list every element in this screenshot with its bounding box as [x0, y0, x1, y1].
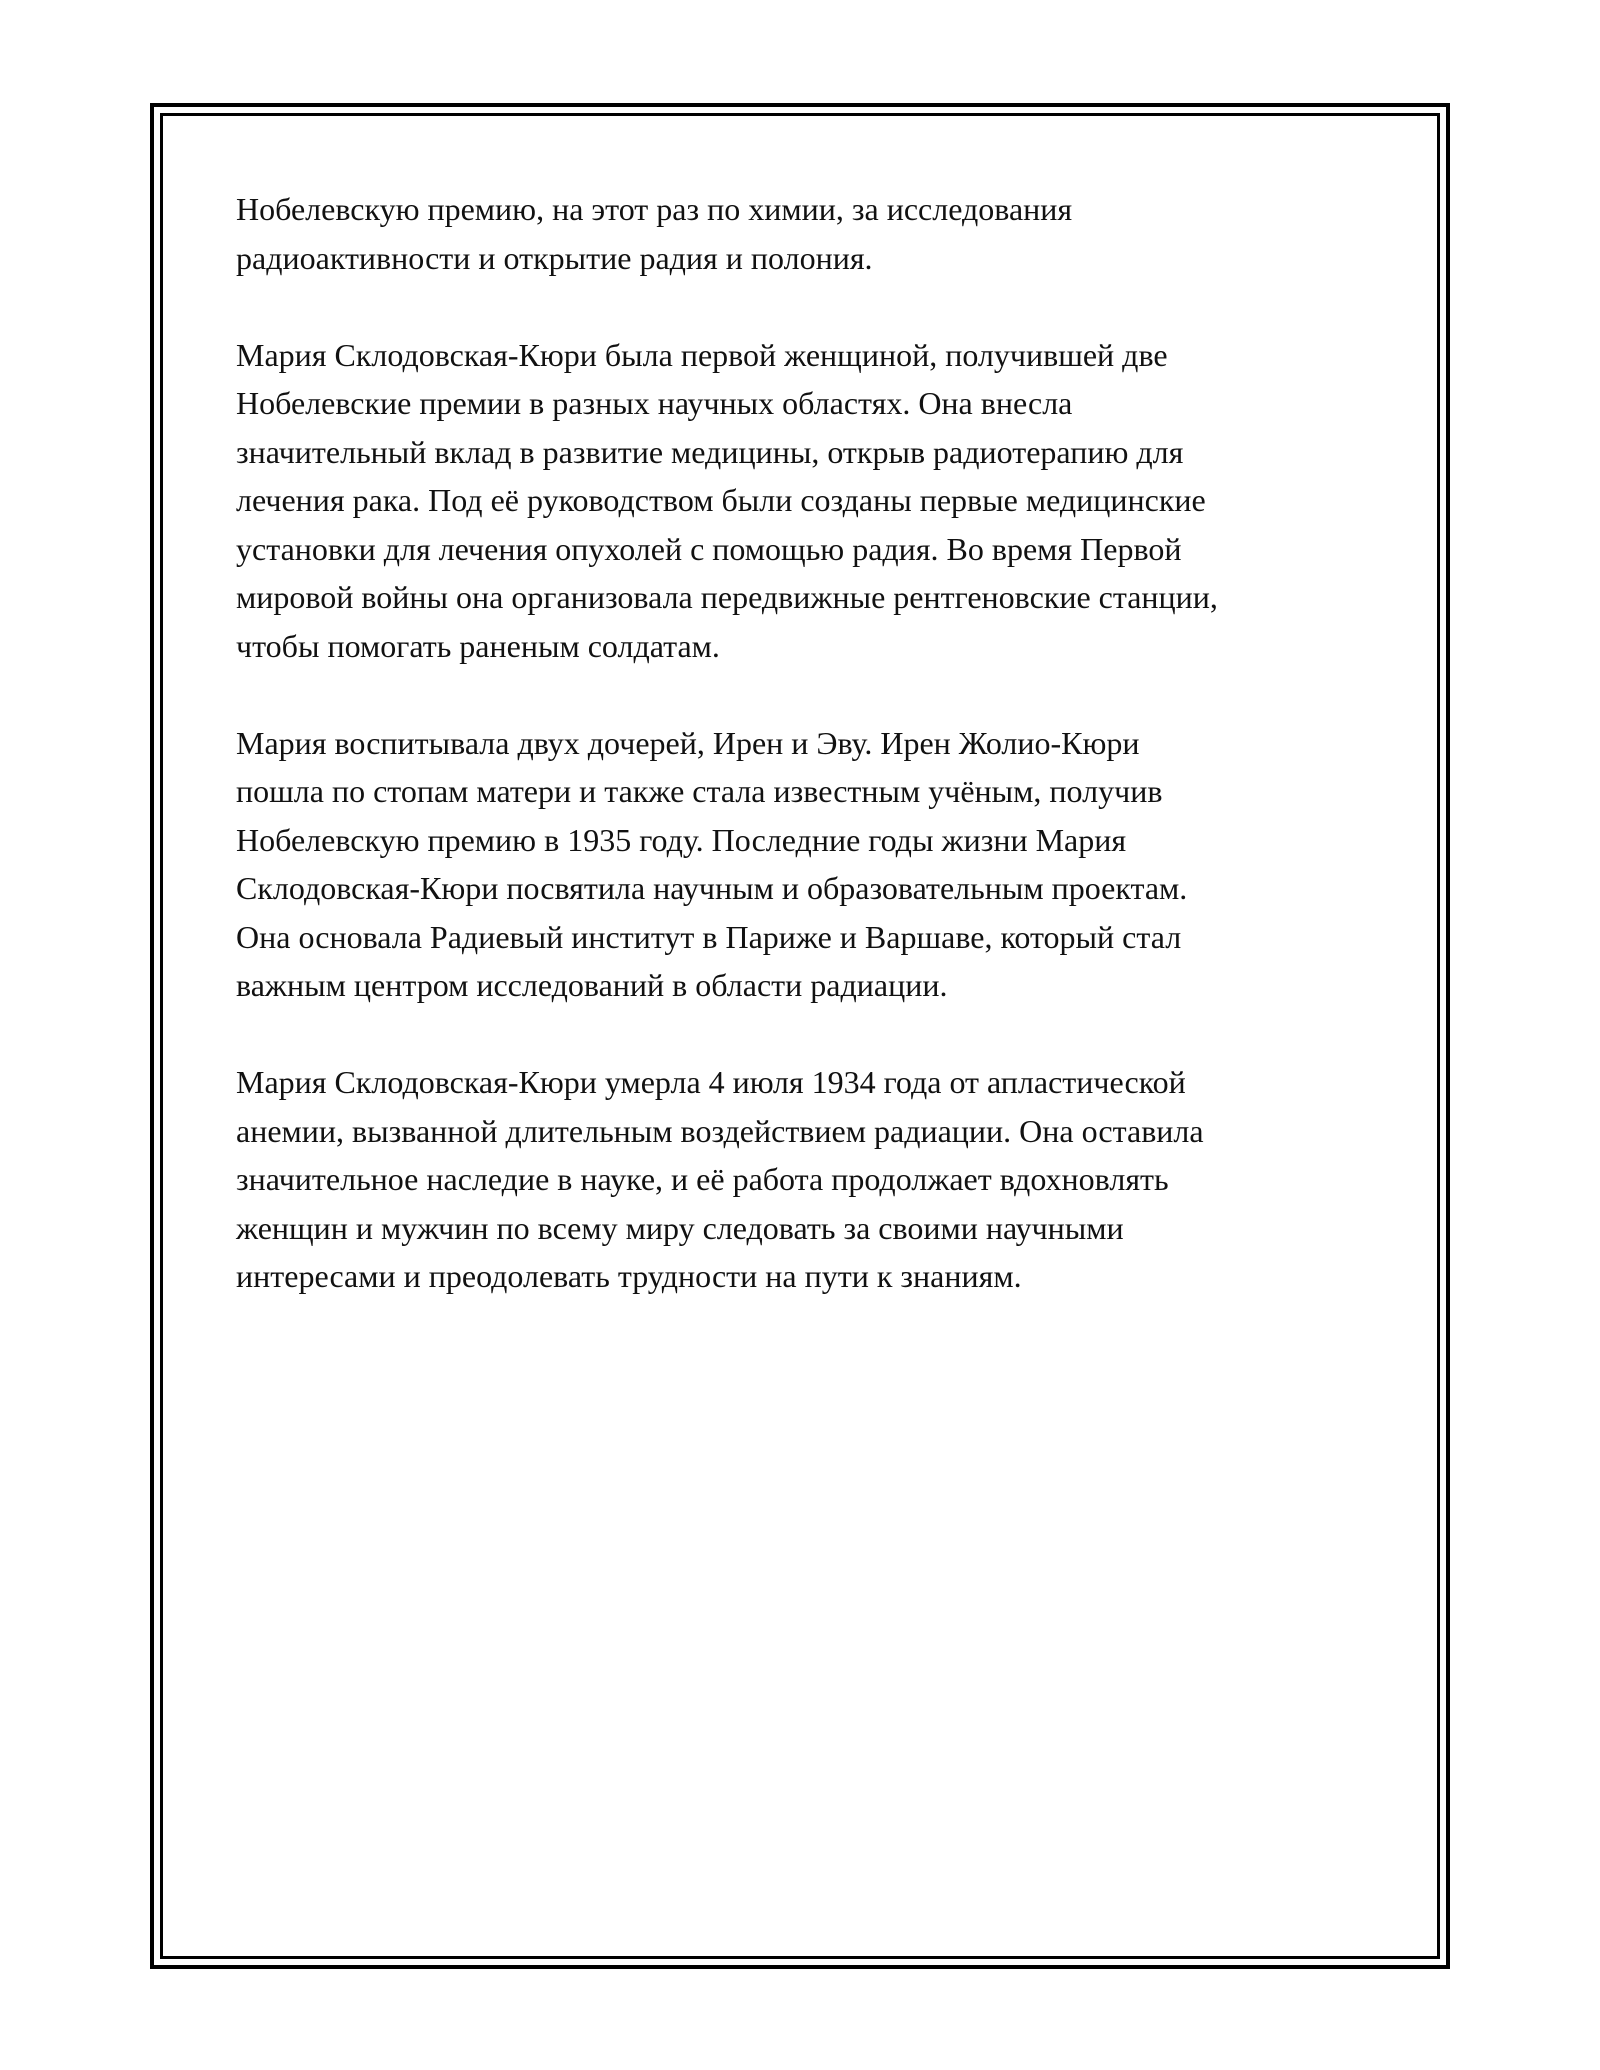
- paragraph-4: Мария Склодовская-Кюри умерла 4 июля 1934 года от апластической анемии, вызванной длительным воздействием радиации. Она оставила значительное наследие в науке, и её работа продолжает вдохновлять женщин и мужчин по всему миру следовать за своими научными интересами и преодолевать трудности на пути к знаниям.: [236, 1064, 1204, 1294]
- paragraph-1: Нобелевскую премию, на этот раз по химии, за исследования радиоактивности и открытие радия и полония.: [236, 191, 1073, 276]
- paragraph-3: Мария воспитывала двух дочерей, Ирен и Эву. Ирен Жолио-Кюри пошла по стопам матери и также стала известным учёным, получив Нобелевскую премию в 1935 году. Последние годы жизни Мария Склодовская-Кюри посвятила научным и образовательным проектам. Она основала Радиевый институт в Париже и Варшаве, который стал важным центром исследований в области радиации.: [236, 724, 1188, 1003]
- paragraph-2: Мария Склодовская-Кюри была первой женщиной, получившей две Нобелевские премии в разных научных областях. Она внесла значительный вклад в развитие медицины, открыв радиотерапию для лечения рака. Под её руководством были созданы первые медицинские установки для лечения опухолей с помощью радия. Во время Первой мировой войны она организовала передвижные рентгеновские станции, чтобы помогать раненым солдатам.: [236, 336, 1218, 664]
- document-body: [236, 185, 1386, 1349]
